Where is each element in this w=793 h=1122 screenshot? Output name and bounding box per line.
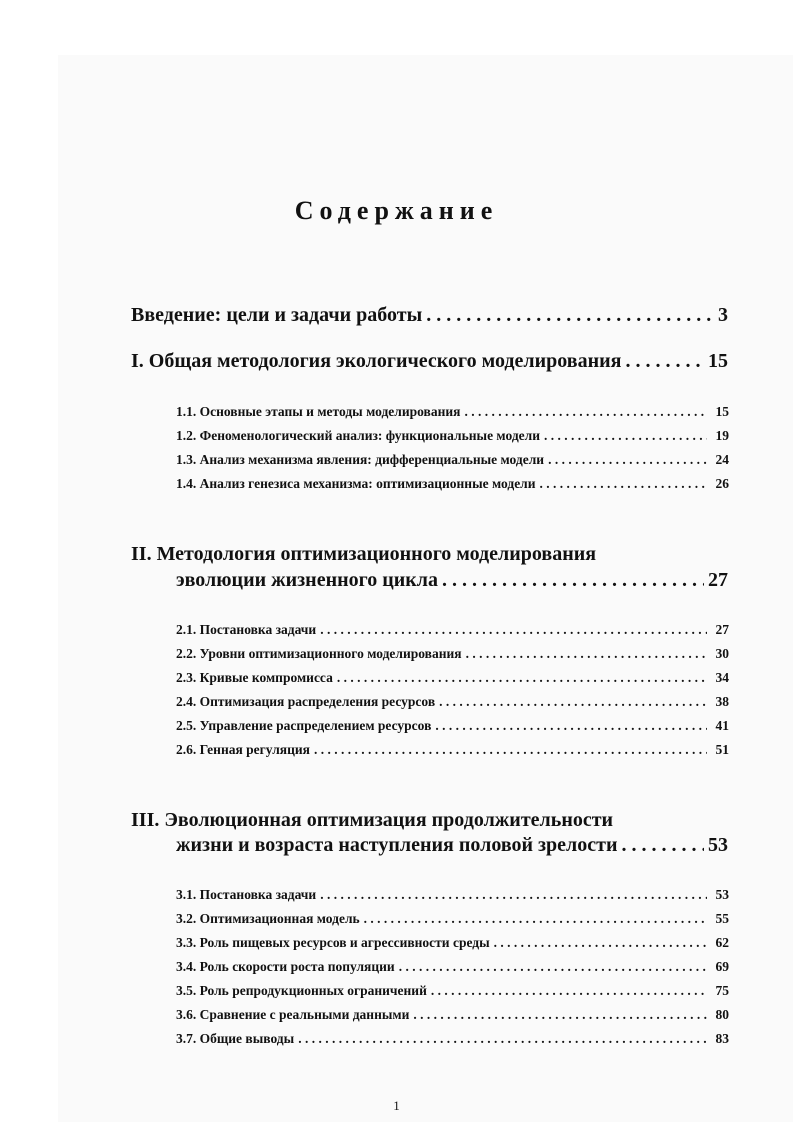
toc-section-2-5[interactable] [176, 718, 729, 734]
toc-section-label: 2.1. Постановка задачи [176, 622, 317, 637]
dot-leader [544, 428, 707, 444]
toc-page-number: 53 [708, 834, 728, 856]
toc-page-number: 80 [715, 1007, 729, 1022]
toc-page-number: 19 [715, 428, 729, 443]
dot-leader [442, 569, 704, 592]
toc-section-label: 1.1. Основные этапы и методы моделирования [176, 404, 461, 419]
toc-section-label: 3.6. Сравнение с реальными данными [176, 1007, 410, 1022]
dot-leader [337, 670, 707, 686]
toc-chapter-label: I. Общая методология экологического моделирования [131, 350, 622, 372]
toc-page-number: 62 [715, 935, 729, 950]
toc-section-2-4[interactable] [176, 694, 729, 710]
dot-leader [540, 476, 707, 492]
toc-page-number: 34 [715, 670, 729, 685]
toc-page-number: 51 [715, 742, 729, 757]
toc-section-label: 3.5. Роль репродукционных ограничений [176, 983, 427, 998]
toc-chapter-label: жизни и возраста наступления половой зрелости [176, 834, 618, 856]
dot-leader [435, 718, 707, 734]
dot-leader [314, 742, 707, 758]
toc-section-2-3[interactable] [176, 670, 729, 686]
toc-section-2-2[interactable] [176, 646, 729, 662]
toc-section-label: 3.7. Общие выводы [176, 1031, 295, 1046]
toc-entry-intro[interactable] [131, 304, 728, 327]
toc-chapter-2[interactable] [176, 569, 728, 592]
toc-page-number: 3 [718, 304, 728, 326]
toc-section-label: 2.2. Уровни оптимизационного моделирования [176, 646, 462, 661]
dot-leader [464, 404, 707, 420]
toc-section-3-5[interactable] [176, 983, 729, 999]
toc-section-label: 1.3. Анализ механизма явления: дифференциальные модели [176, 452, 545, 467]
toc-section-3-4[interactable] [176, 959, 729, 975]
dot-leader [320, 622, 707, 638]
dot-leader [426, 304, 714, 327]
dot-leader [625, 350, 704, 373]
dot-leader [298, 1031, 707, 1047]
toc-page-number: 38 [715, 694, 729, 709]
toc-page-number: 26 [715, 476, 729, 491]
toc-section-label: 2.3. Кривые компромисса [176, 670, 333, 685]
toc-section-label: 3.2. Оптимизационная модель [176, 911, 360, 926]
toc-section-label: 1.4. Анализ генезиса механизма: оптимизационные модели [176, 476, 536, 491]
toc-page-number: 75 [715, 983, 729, 998]
toc-page-number: 55 [715, 911, 729, 926]
dot-leader [439, 694, 707, 710]
dot-leader [466, 646, 707, 662]
dot-leader [622, 834, 704, 857]
toc-page-number: 41 [715, 718, 729, 733]
toc-section-1-4[interactable] [176, 476, 729, 492]
toc-page-number: 15 [715, 404, 729, 419]
dot-leader [413, 1007, 707, 1023]
toc-section-1-1[interactable] [176, 404, 729, 420]
toc-page-number: 53 [715, 887, 729, 902]
toc-page-number: 30 [715, 646, 729, 661]
toc-section-label: 3.3. Роль пищевых ресурсов и агрессивности среды [176, 935, 490, 950]
toc-chapter-3[interactable] [176, 834, 728, 857]
toc-chapter-2-title[interactable]: II. Методология оптимизационного моделирования [131, 543, 597, 565]
dot-leader [364, 911, 707, 927]
page-title: Содержание [294, 196, 499, 225]
toc-page-number: 69 [715, 959, 729, 974]
toc-chapter-1[interactable] [131, 350, 728, 373]
dot-leader [548, 452, 707, 468]
toc-section-label: 3.4. Роль скорости роста популяции [176, 959, 395, 974]
toc-page-number: 24 [715, 452, 729, 467]
toc-entry-label: Введение: цели и задачи работы [131, 304, 423, 326]
toc-page-number: 27 [708, 569, 728, 591]
dot-leader [431, 983, 707, 999]
toc-chapter-3-title[interactable]: III. Эволюционная оптимизация продолжительности [131, 809, 614, 831]
dot-leader [399, 959, 707, 975]
toc-section-label: 2.6. Генная регуляция [176, 742, 310, 757]
toc-section-label: 2.4. Оптимизация распределения ресурсов [176, 694, 436, 709]
dot-leader [320, 887, 707, 903]
toc-page-number: 27 [715, 622, 729, 637]
toc-section-label: 1.2. Феноменологический анализ: функциональные модели [176, 428, 540, 443]
toc-section-3-7[interactable] [176, 1031, 729, 1047]
toc-section-2-6[interactable] [176, 742, 729, 758]
toc-page-number: 15 [708, 350, 728, 372]
toc-section-3-2[interactable] [176, 911, 729, 927]
toc-section-2-1[interactable] [176, 622, 729, 638]
toc-section-3-1[interactable] [176, 887, 729, 903]
toc-section-3-6[interactable] [176, 1007, 729, 1023]
footer-page-number: 1 [393, 1098, 400, 1113]
toc-page-number: 83 [715, 1031, 729, 1046]
toc-section-1-3[interactable] [176, 452, 729, 468]
toc-section-label: 2.5. Управление распределением ресурсов [176, 718, 432, 733]
toc-section-1-2[interactable] [176, 428, 729, 444]
toc-chapter-label: эволюции жизненного цикла [176, 569, 439, 591]
toc-section-label: 3.1. Постановка задачи [176, 887, 317, 902]
toc-section-3-3[interactable] [176, 935, 729, 951]
dot-leader [494, 935, 707, 951]
